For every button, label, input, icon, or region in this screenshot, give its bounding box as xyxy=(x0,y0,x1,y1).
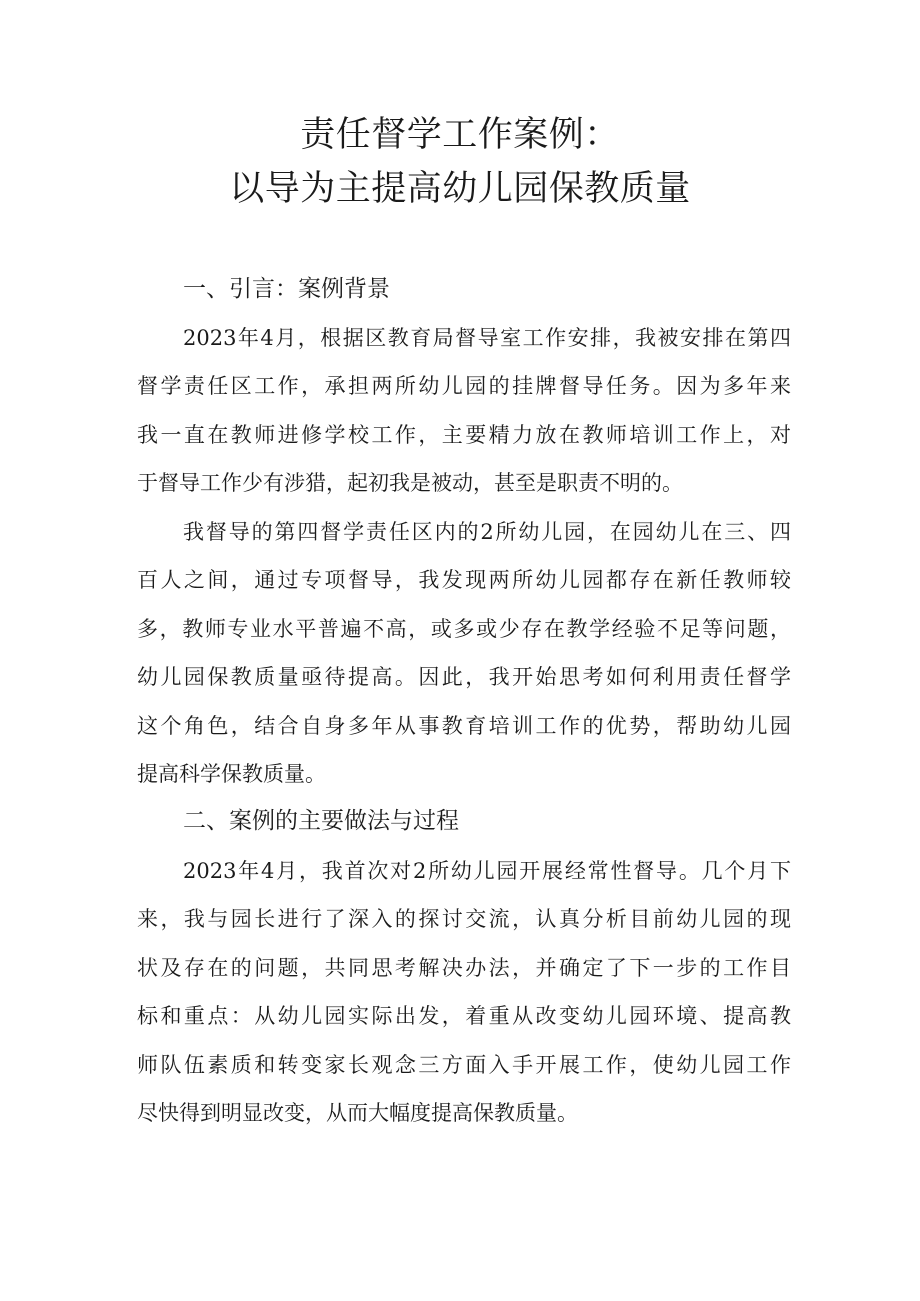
document-title-line-1: 责任督学工作案例： xyxy=(300,115,620,155)
paragraph-line: 师队伍素质和转变家长观念三方面入手开展工作，使幼儿园工作 xyxy=(137,1053,791,1077)
paragraph-line: 状及存在的问题，共同思考解决办法，并确定了下一步的工作目 xyxy=(137,956,791,980)
paragraph-line: 于督导工作少有涉猎，起初我是被动，甚至是职责不明的。 xyxy=(137,471,683,495)
paragraph-line: 这个角色，结合自身多年从事教育培训工作的优势，帮助幼儿园 xyxy=(137,714,791,738)
paragraph-line: 幼儿园保教质量亟待提高。因此，我开始思考如何利用责任督学 xyxy=(137,665,791,689)
paragraph-line: 来，我与园长进行了深入的探讨交流，认真分析目前幼儿园的现 xyxy=(137,907,791,931)
paragraph-line: 多，教师专业水平普遍不高，或多或少存在教学经验不足等问题， xyxy=(137,617,791,641)
paragraph-line: 尽快得到明显改变，从而大幅度提高保教质量。 xyxy=(137,1101,578,1125)
paragraph-line: 我督导的第四督学责任区内的2所幼儿园，在园幼儿在三、四 xyxy=(183,520,791,544)
paragraph-line: 督学责任区工作，承担两所幼儿园的挂牌督导任务。因为多年来 xyxy=(137,374,791,398)
section-heading-practice: 二、案例的主要做法与过程 xyxy=(183,808,459,834)
paragraph-line: 百人之间，通过专项督导，我发现两所幼儿园都存在新任教师较 xyxy=(137,568,791,592)
document-title-line-2: 以导为主提高幼儿园保教质量 xyxy=(229,169,691,209)
section-heading-intro: 一、引言：案例背景 xyxy=(183,276,390,302)
paragraph-line: 标和重点：从幼儿园实际出发，着重从改变幼儿园环境、提高教 xyxy=(137,1004,791,1028)
paragraph-line: 2023年4月，我首次对2所幼儿园开展经常性督导。几个月下 xyxy=(183,859,791,883)
paragraph-line: 我一直在教师进修学校工作，主要精力放在教师培训工作上，对 xyxy=(137,423,791,447)
paragraph-line: 提高科学保教质量。 xyxy=(137,762,326,786)
paragraph-line: 2023年4月，根据区教育局督导室工作安排，我被安排在第四 xyxy=(183,326,791,350)
